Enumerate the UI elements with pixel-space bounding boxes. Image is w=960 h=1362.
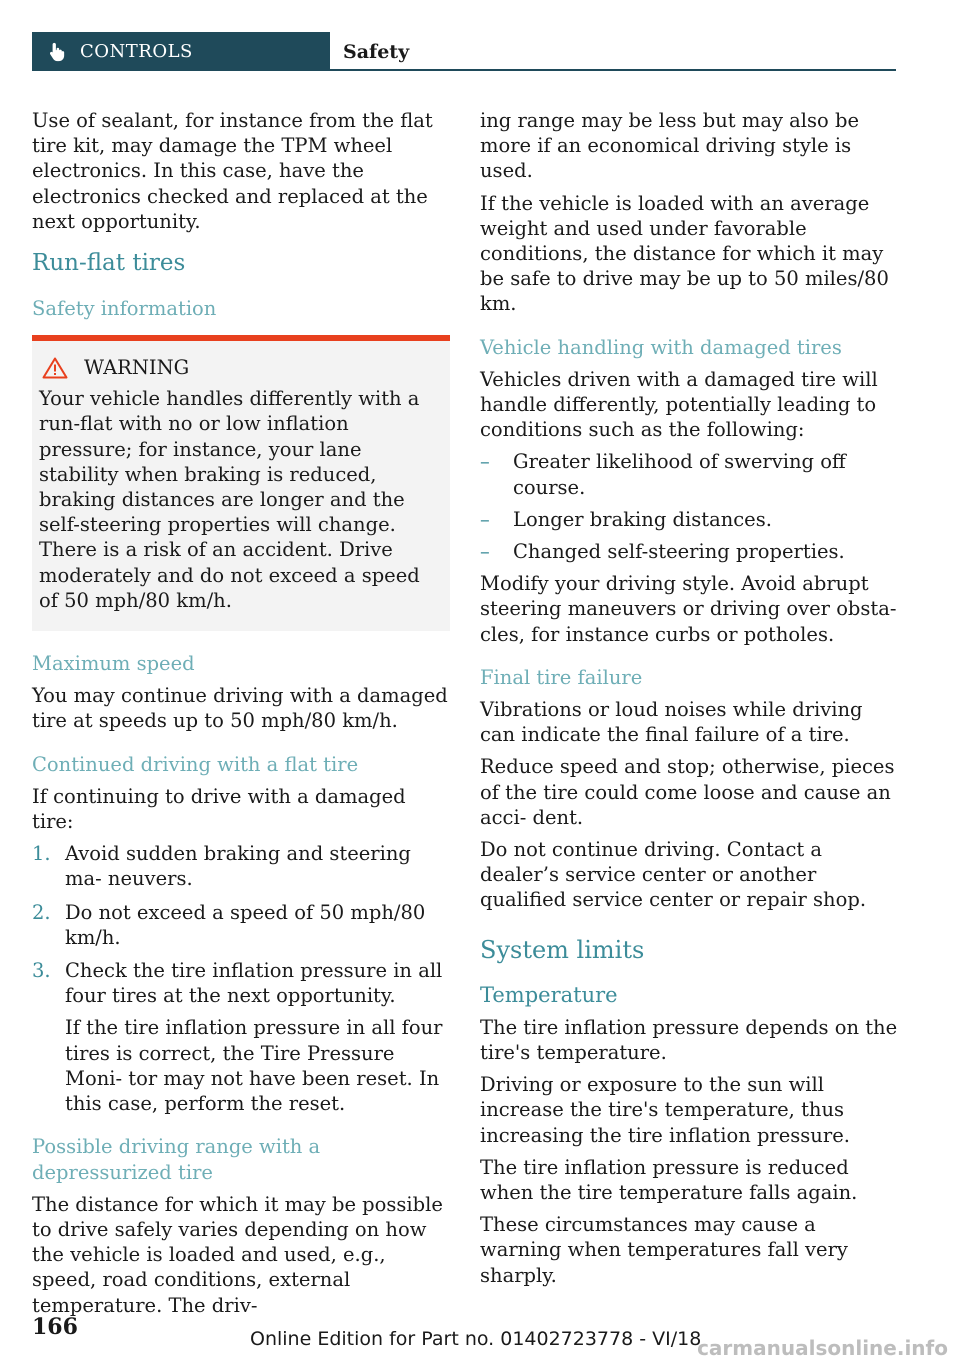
- warning-box: [32, 335, 450, 631]
- edition-footer: Online Edition for Part no. 01402723778 - VI/18: [250, 1328, 702, 1350]
- section-title: Safety: [343, 40, 410, 63]
- dash-text: Changed self-steering properties.: [513, 540, 845, 564]
- list-item: [32, 841, 450, 891]
- driving-range-continued: ing range may be less but may also be more if an economical driving style is used.: [480, 109, 859, 183]
- steps-list: [32, 841, 450, 1116]
- step-text: Check the tire inflation pressure in all four tires at the next opportunity.: [65, 959, 443, 1008]
- heading-vehicle-handling: Vehicle handling with damaged tires: [480, 335, 842, 359]
- average-weight-text: If the vehicle is loaded with an average weight and used under favorable conditions, the distance for which it may be safe to drive may be up to 50 miles/80 km.: [480, 191, 889, 316]
- step-number: 1.: [32, 842, 51, 866]
- step-text: Do not exceed a speed of 50 mph/80 km/h.: [65, 900, 426, 949]
- list-item: [32, 900, 450, 950]
- heading-safety-information: Safety information: [32, 297, 217, 321]
- step-subtext: If the tire inflation pressure in all four tires is correct, the Tire Pressure Moni‐ tor may not have been reset. In this case, perform the reset.: [65, 1016, 443, 1116]
- step-text: Avoid sudden braking and steering ma‐ neuvers.: [65, 842, 411, 891]
- right-column: [480, 108, 898, 1295]
- driving-range-text: The distance for which it may be possible to drive safely varies depending on how the vehicle is loaded and used, e.g., speed, road conditions, external temperature. The driv‐: [32, 1192, 443, 1317]
- pointing-hand-icon: [46, 41, 68, 63]
- heading-continued-driving: Continued driving with a flat tire: [32, 752, 359, 776]
- maximum-speed-text: You may continue driving with a damaged tire at speeds up to 50 mph/80 km/h.: [32, 684, 448, 733]
- sealant-paragraph: Use of sealant, for instance from the flat tire kit, may damage the TPM wheel electronics. In this case, have the electronics checked and replaced at the next opportunity.: [32, 109, 433, 233]
- temperature-text-3: The tire inflation pressure is reduced when the tire temperature falls again.: [480, 1155, 858, 1204]
- dash-text: Greater likelihood of swerving off course.: [513, 450, 846, 499]
- list-item: [32, 958, 450, 1116]
- list-item: [480, 507, 898, 532]
- warning-text: Your vehicle handles differently with a run-flat with no or low inflation pressure; for instance, your lane stability when braking is reduced, braking distances are longer and the self-steering properties will change. There is a risk of an accident. Drive moderately and do not exceed a speed of 50 mph/80 km/h.: [39, 387, 420, 612]
- final-failure-text-2: Reduce speed and stop; otherwise, pieces of the tire could come loose and cause an acci‐ dent.: [480, 755, 895, 829]
- temperature-text-4: These circumstances may cause a warning when temperatures fall very sharply.: [480, 1213, 848, 1287]
- modify-driving-text: Modify your driving style. Avoid abrupt steering maneuvers or driving over obsta‐ cles, for instance curbs or potholes.: [480, 572, 897, 646]
- left-column: [32, 108, 450, 1325]
- temperature-text-1: The tire inflation pressure depends on the tire's temperature.: [480, 1015, 898, 1064]
- step-number: 2.: [32, 900, 51, 924]
- watermark: carmanualsonline.info: [697, 1336, 948, 1360]
- step-number: 3.: [32, 959, 51, 983]
- temperature-text-2: Driving or exposure to the sun will increase the tire's temperature, thus increasing the tire inflation pressure.: [480, 1073, 850, 1147]
- final-failure-text-1: Vibrations or loud noises while driving can indicate the final failure of a tire.: [480, 698, 863, 747]
- warning-triangle-icon: [42, 357, 68, 379]
- dash-bullet: –: [480, 507, 490, 531]
- warning-header: [39, 355, 442, 380]
- heading-system-limits: System limits: [480, 935, 645, 964]
- heading-possible-driving-range: Possible driving range with a depressurized tire: [32, 1135, 321, 1184]
- page-number: 166: [32, 1314, 78, 1340]
- dash-text: Longer braking distances.: [513, 507, 772, 531]
- chapter-label: CONTROLS: [80, 41, 193, 62]
- header-rule: [330, 69, 896, 71]
- heading-final-tire-failure: Final tire failure: [480, 665, 643, 689]
- list-item: [480, 539, 898, 564]
- heading-temperature: Temperature: [480, 982, 618, 1007]
- warning-title: WARNING: [84, 356, 190, 380]
- dash-bullet: –: [480, 540, 490, 564]
- final-failure-text-3: Do not continue driving. Contact a dealer’s service center or another qualified service center or repair shop.: [480, 838, 867, 912]
- continued-driving-text: If continuing to drive with a damaged tire:: [32, 784, 406, 834]
- chapter-tab: [32, 32, 330, 71]
- handling-text: Vehicles driven with a damaged tire will handle differently, potentially leading to conditions such as the following:: [480, 367, 878, 442]
- heading-maximum-speed: Maximum speed: [32, 652, 195, 676]
- list-item: [480, 449, 898, 499]
- dash-bullet: –: [480, 450, 490, 474]
- heading-run-flat-tires: Run-flat tires: [32, 250, 186, 277]
- step-body: [65, 958, 450, 1116]
- page-header: [32, 32, 896, 71]
- handling-list: [480, 449, 898, 564]
